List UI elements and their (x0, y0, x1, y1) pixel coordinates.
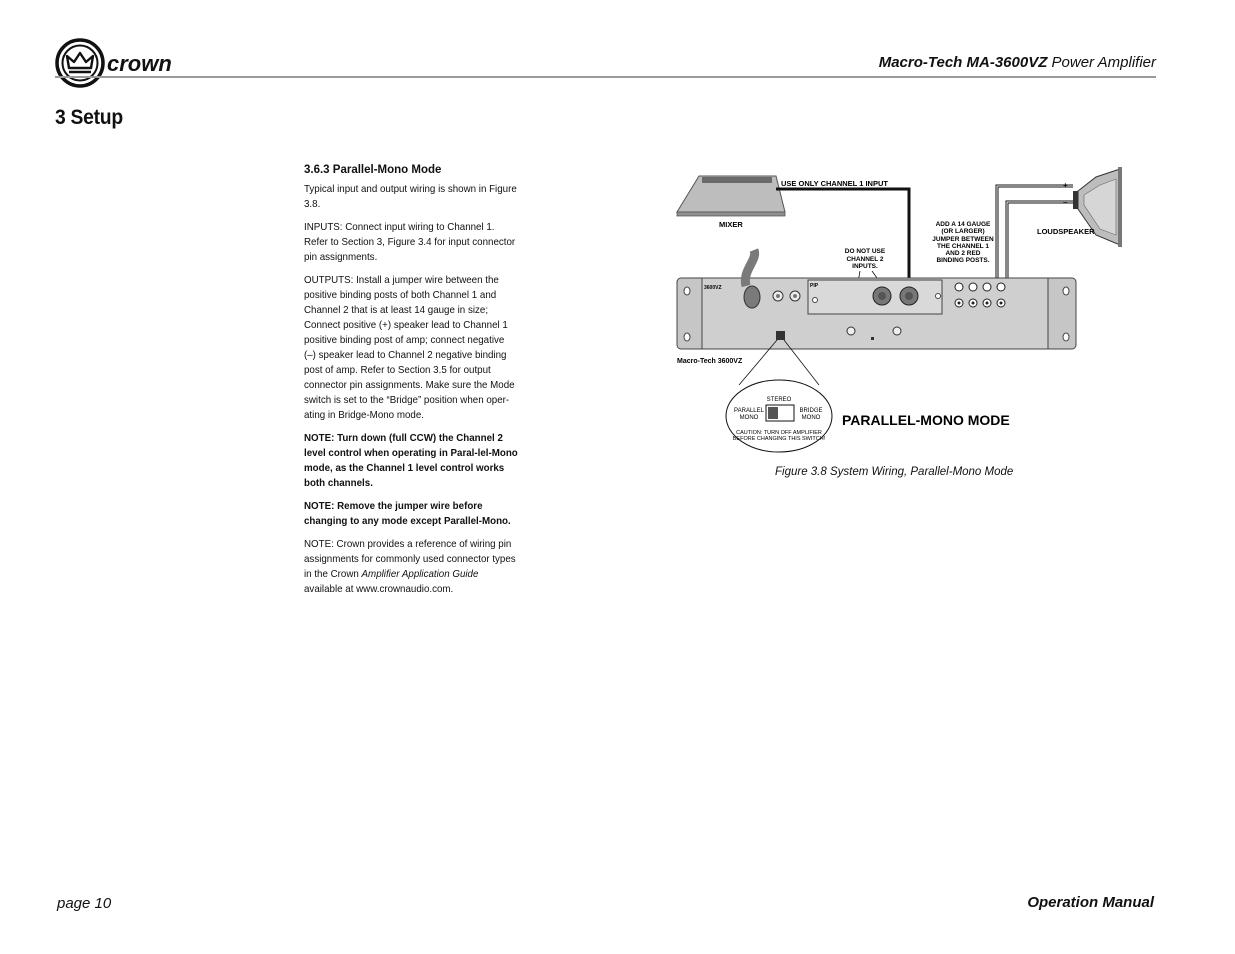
do-not-use-line3: INPUTS. (852, 263, 878, 270)
panel-model: 3600VZ (704, 285, 722, 291)
mixer-label: MIXER (719, 220, 743, 229)
wiring-diagram (672, 165, 1132, 460)
bridge-label-line2: MONO (801, 415, 821, 421)
loudspeaker-label: LOUDSPEAKER (1037, 227, 1095, 236)
use-only-channel1-label: USE ONLY CHANNEL 1 INPUT (781, 179, 888, 188)
note-level-control: NOTE: Turn down (full CCW) the Channel 2 level control when operating in Paral-lel-Mono mode, as the Channel 1 level control works both channels. (304, 432, 518, 489)
mode-switch-callout (726, 380, 832, 452)
do-not-use-line2: CHANNEL 2 (846, 256, 884, 263)
caution-line1: CAUTION: TURN OFF AMPLIFIER (736, 430, 822, 436)
wiring-figure (672, 165, 1132, 460)
parallel-label-line1: PARALLEL (734, 408, 764, 414)
header-divider (55, 76, 1156, 78)
panel-badge: PIP (810, 283, 819, 289)
stereo-label: STEREO (766, 397, 792, 403)
do-not-use-line1: DO NOT USE (844, 248, 886, 255)
text-column (304, 164, 519, 605)
jumper-note-line6: BINDING POSTS. (936, 257, 990, 264)
paragraph-outputs: OUTPUTS: Install a jumper wire between the positive binding posts of both Channel 1 and Channel 2 that is at least 14 gauge in size; Connect positive (+) speaker lead to Channel 1 positive binding post of amp; connect negative (–) speaker lead to Channel 2 negative binding post of amp. Refer to Section 3.5 for output connector pin assignments. Make sure the Mode switch is set to the “Bridge” position when oper-ating in Bridge-Mono mode. (304, 274, 515, 421)
section-heading: 3.6.3 Parallel-Mono Mode (304, 164, 442, 176)
input-wire (776, 189, 909, 290)
do-not-use-note (845, 248, 886, 270)
note-reference-guide-title: Amplifier Application Guide (361, 568, 479, 580)
note-reference-text-b: available at www.crownaudio.com. (304, 583, 454, 595)
header-title-model: Macro-Tech MA-3600VZ (878, 54, 1048, 71)
speaker-plus-label: + (1063, 181, 1068, 190)
amplifier-model-label: Macro-Tech 3600VZ (677, 358, 743, 365)
speaker-minus-label: – (1063, 198, 1068, 207)
jumper-note-line3: JUMPER BETWEEN (932, 236, 994, 243)
jumper-note-line5: AND 2 RED (945, 250, 981, 257)
jumper-note-line2: (OR LARGER) (941, 228, 985, 235)
crown-icon (55, 38, 205, 90)
paragraph-inputs: INPUTS: Connect input wiring to Channel 1. Refer to Section 3, Figure 3.4 for input connector pin assignments. (304, 221, 516, 263)
page-title: 3 Setup (55, 106, 123, 129)
note-reference-text-a: NOTE: Crown provides a reference of wiring pin assignments for commonly used connector types in the Crown (304, 538, 516, 580)
mode-title: PARALLEL-MONO MODE (842, 412, 1010, 428)
figure-caption: Figure 3.8 System Wiring, Parallel-Mono Mode (775, 466, 1014, 478)
paragraph-intro: Typical input and output wiring is shown in Figure 3.8. (304, 183, 517, 210)
parallel-label-line2: MONO (739, 415, 759, 421)
crown-logo (55, 38, 205, 90)
jumper-note (932, 221, 994, 264)
page-number: page 10 (57, 895, 112, 912)
brand-wordmark: crown (107, 51, 172, 76)
jumper-note-line4: THE CHANNEL 1 (937, 243, 989, 250)
note-jumper: NOTE: Remove the jumper wire before changing to any mode except Parallel-Mono. (304, 500, 511, 527)
bridge-label-line1: BRIDGE (799, 408, 823, 414)
caution-line2: BEFORE CHANGING THIS SWITCH! (732, 436, 826, 442)
header-title (879, 54, 1156, 71)
jumper-note-line1: ADD A 14 GAUGE (935, 221, 991, 228)
note-reference (304, 537, 518, 597)
header-title-suffix: Power Amplifier (1047, 54, 1156, 71)
manual-name: Operation Manual (1027, 894, 1154, 911)
mixer-drawing (677, 176, 785, 216)
